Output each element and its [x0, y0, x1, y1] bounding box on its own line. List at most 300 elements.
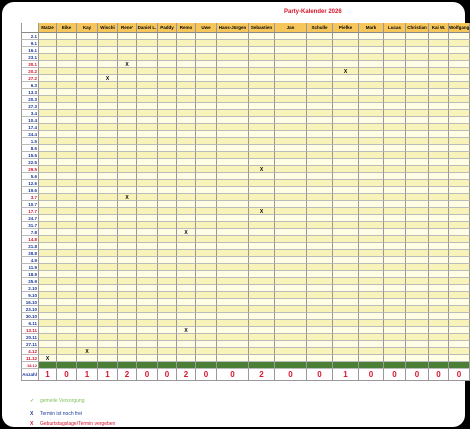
grid-cell[interactable]	[429, 208, 449, 215]
grid-cell[interactable]	[158, 61, 177, 68]
grid-cell[interactable]	[39, 145, 57, 152]
grid-cell[interactable]	[196, 89, 217, 96]
grid-cell[interactable]	[98, 61, 118, 68]
grid-cell[interactable]	[158, 145, 177, 152]
grid-cell[interactable]	[249, 131, 275, 138]
grid-cell[interactable]	[118, 180, 137, 187]
grid-cell[interactable]	[449, 187, 470, 194]
grid-cell[interactable]	[77, 54, 98, 61]
grid-cell[interactable]	[118, 299, 137, 306]
grid-cell[interactable]	[333, 124, 359, 131]
grid-cell[interactable]	[57, 124, 77, 131]
grid-cell[interactable]	[429, 54, 449, 61]
grid-cell[interactable]	[196, 96, 217, 103]
grid-cell[interactable]	[77, 166, 98, 173]
grid-cell[interactable]	[158, 40, 177, 47]
column-header[interactable]: Rene'	[118, 23, 137, 33]
grid-cell[interactable]	[77, 250, 98, 257]
date-cell[interactable]: 17.4	[21, 124, 39, 131]
grid-cell[interactable]	[77, 89, 98, 96]
grid-cell[interactable]	[77, 355, 98, 362]
grid-cell[interactable]	[77, 285, 98, 292]
grid-cell[interactable]	[307, 299, 333, 306]
grid-cell[interactable]	[118, 215, 137, 222]
grid-cell[interactable]	[217, 264, 249, 271]
grid-cell[interactable]	[137, 145, 158, 152]
grid-cell[interactable]	[39, 229, 57, 236]
grid-cell[interactable]	[57, 334, 77, 341]
grid-cell[interactable]	[77, 103, 98, 110]
grid-cell[interactable]	[429, 75, 449, 82]
grid-cell[interactable]	[158, 292, 177, 299]
grid-cell[interactable]	[118, 278, 137, 285]
grid-cell[interactable]	[249, 201, 275, 208]
grid-cell[interactable]	[57, 271, 77, 278]
grid-cell[interactable]	[429, 285, 449, 292]
grid-cell[interactable]	[137, 257, 158, 264]
grid-cell[interactable]	[137, 278, 158, 285]
grid-cell[interactable]	[275, 334, 307, 341]
grid-cell[interactable]	[196, 110, 217, 117]
grid-cell[interactable]	[57, 229, 77, 236]
grid-cell[interactable]	[217, 180, 249, 187]
grid-cell[interactable]	[275, 145, 307, 152]
grid-cell[interactable]	[249, 222, 275, 229]
grid-cell[interactable]	[177, 278, 196, 285]
grid-cell[interactable]	[39, 110, 57, 117]
date-cell[interactable]: 16.10	[21, 299, 39, 306]
grid-cell[interactable]	[333, 264, 359, 271]
grid-cell[interactable]	[384, 117, 406, 124]
grid-cell[interactable]	[384, 334, 406, 341]
grid-cell[interactable]	[429, 348, 449, 355]
date-cell[interactable]: 22.5	[21, 159, 39, 166]
grid-cell[interactable]	[118, 96, 137, 103]
date-cell[interactable]: 8.5	[21, 145, 39, 152]
grid-cell[interactable]	[384, 75, 406, 82]
grid-cell[interactable]	[118, 313, 137, 320]
grid-cell[interactable]	[39, 208, 57, 215]
date-cell[interactable]: 6.3	[21, 82, 39, 89]
grid-cell[interactable]	[98, 278, 118, 285]
grid-cell[interactable]	[196, 362, 217, 369]
grid-cell[interactable]	[98, 264, 118, 271]
grid-cell[interactable]	[307, 264, 333, 271]
grid-cell[interactable]	[77, 96, 98, 103]
grid-cell[interactable]	[307, 110, 333, 117]
grid-cell[interactable]	[158, 173, 177, 180]
grid-cell[interactable]	[118, 341, 137, 348]
grid-cell[interactable]	[98, 75, 118, 82]
grid-cell[interactable]	[359, 215, 384, 222]
date-cell[interactable]: 13.11	[21, 327, 39, 334]
grid-cell[interactable]	[307, 194, 333, 201]
grid-cell[interactable]	[333, 33, 359, 40]
grid-cell[interactable]	[249, 152, 275, 159]
grid-cell[interactable]	[449, 222, 470, 229]
grid-cell[interactable]	[177, 222, 196, 229]
grid-cell[interactable]	[196, 82, 217, 89]
grid-cell[interactable]	[333, 75, 359, 82]
grid-cell[interactable]	[158, 208, 177, 215]
grid-cell[interactable]	[118, 348, 137, 355]
grid-cell[interactable]	[275, 82, 307, 89]
grid-cell[interactable]	[307, 306, 333, 313]
grid-cell[interactable]	[406, 229, 429, 236]
grid-cell[interactable]	[249, 145, 275, 152]
grid-cell[interactable]	[217, 306, 249, 313]
grid-cell[interactable]	[98, 89, 118, 96]
grid-cell[interactable]	[177, 236, 196, 243]
grid-cell[interactable]	[449, 61, 470, 68]
grid-cell[interactable]	[98, 166, 118, 173]
grid-cell[interactable]	[275, 208, 307, 215]
column-header[interactable]: Lucas	[384, 23, 406, 33]
grid-cell[interactable]	[406, 348, 429, 355]
grid-cell[interactable]	[137, 173, 158, 180]
grid-cell[interactable]	[177, 166, 196, 173]
grid-cell[interactable]	[177, 250, 196, 257]
date-cell[interactable]: 20.3	[21, 96, 39, 103]
grid-cell[interactable]	[118, 187, 137, 194]
grid-cell[interactable]	[333, 103, 359, 110]
grid-cell[interactable]	[275, 173, 307, 180]
grid-cell[interactable]	[57, 47, 77, 54]
grid-cell[interactable]	[39, 124, 57, 131]
grid-cell[interactable]	[449, 145, 470, 152]
grid-cell[interactable]	[275, 278, 307, 285]
grid-cell[interactable]	[275, 355, 307, 362]
grid-cell[interactable]	[384, 138, 406, 145]
grid-cell[interactable]	[249, 33, 275, 40]
grid-cell[interactable]	[118, 327, 137, 334]
grid-cell[interactable]	[196, 138, 217, 145]
grid-cell[interactable]	[158, 236, 177, 243]
grid-cell[interactable]	[307, 236, 333, 243]
grid-cell[interactable]	[359, 320, 384, 327]
grid-cell[interactable]	[275, 152, 307, 159]
grid-cell[interactable]	[158, 187, 177, 194]
grid-cell[interactable]	[275, 313, 307, 320]
grid-cell[interactable]	[39, 201, 57, 208]
grid-cell[interactable]	[333, 355, 359, 362]
grid-cell[interactable]	[158, 285, 177, 292]
grid-cell[interactable]	[137, 166, 158, 173]
grid-cell[interactable]	[249, 68, 275, 75]
grid-cell[interactable]	[275, 362, 307, 369]
grid-cell[interactable]	[177, 341, 196, 348]
grid-cell[interactable]	[384, 68, 406, 75]
grid-cell[interactable]	[307, 117, 333, 124]
grid-cell[interactable]	[196, 334, 217, 341]
grid-cell[interactable]	[384, 173, 406, 180]
grid-cell[interactable]	[406, 124, 429, 131]
grid-cell[interactable]	[77, 327, 98, 334]
grid-cell[interactable]	[275, 131, 307, 138]
grid-cell[interactable]	[158, 201, 177, 208]
grid-cell[interactable]	[39, 334, 57, 341]
grid-cell[interactable]	[57, 250, 77, 257]
grid-cell[interactable]	[177, 68, 196, 75]
grid-cell[interactable]	[57, 89, 77, 96]
grid-cell[interactable]	[39, 33, 57, 40]
grid-cell[interactable]	[177, 362, 196, 369]
grid-cell[interactable]	[249, 187, 275, 194]
grid-cell[interactable]	[137, 341, 158, 348]
grid-cell[interactable]	[217, 362, 249, 369]
grid-cell[interactable]	[118, 257, 137, 264]
grid-cell[interactable]	[118, 152, 137, 159]
grid-cell[interactable]	[359, 131, 384, 138]
column-header[interactable]: Uwe	[196, 23, 217, 33]
grid-cell[interactable]	[217, 54, 249, 61]
grid-cell[interactable]	[158, 124, 177, 131]
grid-cell[interactable]	[359, 292, 384, 299]
grid-cell[interactable]	[57, 152, 77, 159]
grid-cell[interactable]	[137, 306, 158, 313]
column-header[interactable]: Piefke	[333, 23, 359, 33]
grid-cell[interactable]	[449, 299, 470, 306]
grid-cell[interactable]	[196, 320, 217, 327]
grid-cell[interactable]	[449, 327, 470, 334]
grid-cell[interactable]	[449, 68, 470, 75]
grid-cell[interactable]	[196, 215, 217, 222]
grid-cell[interactable]	[196, 33, 217, 40]
grid-cell[interactable]	[429, 61, 449, 68]
grid-cell[interactable]	[275, 236, 307, 243]
grid-cell[interactable]	[39, 194, 57, 201]
grid-cell[interactable]	[275, 320, 307, 327]
grid-cell[interactable]	[77, 236, 98, 243]
grid-cell[interactable]	[98, 152, 118, 159]
date-cell[interactable]: 11.12	[21, 355, 39, 362]
grid-cell[interactable]	[449, 131, 470, 138]
grid-cell[interactable]	[275, 40, 307, 47]
grid-cell[interactable]	[429, 82, 449, 89]
grid-cell[interactable]	[196, 229, 217, 236]
grid-cell[interactable]	[137, 82, 158, 89]
grid-cell[interactable]	[275, 180, 307, 187]
grid-cell[interactable]	[406, 355, 429, 362]
grid-cell[interactable]	[77, 320, 98, 327]
grid-cell[interactable]	[384, 131, 406, 138]
grid-cell[interactable]	[196, 313, 217, 320]
grid-cell[interactable]	[359, 236, 384, 243]
grid-cell[interactable]	[429, 96, 449, 103]
grid-cell[interactable]	[249, 208, 275, 215]
date-cell[interactable]: 10.7	[21, 201, 39, 208]
grid-cell[interactable]	[384, 166, 406, 173]
grid-cell[interactable]	[196, 264, 217, 271]
grid-cell[interactable]	[118, 124, 137, 131]
grid-cell[interactable]	[275, 327, 307, 334]
grid-cell[interactable]	[359, 264, 384, 271]
grid-cell[interactable]	[196, 292, 217, 299]
grid-cell[interactable]	[39, 152, 57, 159]
grid-cell[interactable]	[118, 173, 137, 180]
grid-cell[interactable]	[39, 355, 57, 362]
grid-cell[interactable]	[359, 68, 384, 75]
grid-cell[interactable]	[98, 117, 118, 124]
grid-cell[interactable]	[406, 75, 429, 82]
grid-cell[interactable]	[196, 327, 217, 334]
grid-cell[interactable]	[333, 271, 359, 278]
grid-cell[interactable]	[406, 103, 429, 110]
grid-cell[interactable]	[406, 264, 429, 271]
grid-cell[interactable]	[177, 138, 196, 145]
grid-cell[interactable]	[39, 173, 57, 180]
grid-cell[interactable]	[77, 362, 98, 369]
grid-cell[interactable]	[449, 271, 470, 278]
grid-cell[interactable]	[249, 271, 275, 278]
column-header[interactable]: Schulle	[307, 23, 333, 33]
grid-cell[interactable]	[307, 278, 333, 285]
grid-cell[interactable]	[217, 208, 249, 215]
date-cell[interactable]: 12.6	[21, 180, 39, 187]
grid-cell[interactable]	[77, 201, 98, 208]
grid-cell[interactable]	[333, 40, 359, 47]
grid-cell[interactable]	[217, 313, 249, 320]
grid-cell[interactable]	[359, 334, 384, 341]
grid-cell[interactable]	[307, 54, 333, 61]
grid-cell[interactable]	[449, 89, 470, 96]
grid-cell[interactable]	[177, 355, 196, 362]
grid-cell[interactable]	[429, 362, 449, 369]
grid-cell[interactable]	[275, 264, 307, 271]
grid-cell[interactable]	[449, 173, 470, 180]
grid-cell[interactable]	[384, 243, 406, 250]
grid-cell[interactable]	[384, 355, 406, 362]
grid-cell[interactable]	[406, 82, 429, 89]
grid-cell[interactable]	[77, 334, 98, 341]
grid-cell[interactable]	[98, 257, 118, 264]
grid-cell[interactable]	[249, 194, 275, 201]
grid-cell[interactable]	[333, 250, 359, 257]
grid-cell[interactable]	[249, 362, 275, 369]
column-header[interactable]: Kay	[77, 23, 98, 33]
grid-cell[interactable]	[449, 236, 470, 243]
grid-cell[interactable]	[98, 348, 118, 355]
grid-cell[interactable]	[137, 194, 158, 201]
grid-cell[interactable]	[98, 201, 118, 208]
date-cell[interactable]: 4.9	[21, 257, 39, 264]
grid-cell[interactable]	[384, 257, 406, 264]
grid-cell[interactable]	[359, 40, 384, 47]
grid-cell[interactable]	[449, 243, 470, 250]
grid-cell[interactable]	[57, 215, 77, 222]
grid-cell[interactable]	[429, 131, 449, 138]
grid-cell[interactable]	[77, 264, 98, 271]
grid-cell[interactable]	[406, 173, 429, 180]
date-cell[interactable]: 20.11	[21, 334, 39, 341]
grid-cell[interactable]	[449, 306, 470, 313]
grid-cell[interactable]	[384, 187, 406, 194]
grid-cell[interactable]	[158, 341, 177, 348]
grid-cell[interactable]	[118, 222, 137, 229]
grid-cell[interactable]	[137, 299, 158, 306]
grid-cell[interactable]	[217, 215, 249, 222]
grid-cell[interactable]	[217, 145, 249, 152]
grid-cell[interactable]	[57, 40, 77, 47]
grid-cell[interactable]	[249, 166, 275, 173]
grid-cell[interactable]	[177, 229, 196, 236]
grid-cell[interactable]	[384, 299, 406, 306]
grid-cell[interactable]	[118, 201, 137, 208]
grid-cell[interactable]	[158, 355, 177, 362]
grid-cell[interactable]	[177, 194, 196, 201]
grid-cell[interactable]	[333, 362, 359, 369]
grid-cell[interactable]	[449, 285, 470, 292]
grid-cell[interactable]	[177, 54, 196, 61]
grid-cell[interactable]	[137, 75, 158, 82]
grid-cell[interactable]	[137, 138, 158, 145]
grid-cell[interactable]	[137, 117, 158, 124]
grid-cell[interactable]	[39, 299, 57, 306]
grid-cell[interactable]	[196, 173, 217, 180]
grid-cell[interactable]	[429, 68, 449, 75]
grid-cell[interactable]	[77, 299, 98, 306]
grid-cell[interactable]	[429, 89, 449, 96]
grid-cell[interactable]	[57, 264, 77, 271]
grid-cell[interactable]	[77, 187, 98, 194]
grid-cell[interactable]	[429, 334, 449, 341]
grid-cell[interactable]	[429, 103, 449, 110]
grid-cell[interactable]	[177, 215, 196, 222]
grid-cell[interactable]	[307, 201, 333, 208]
grid-cell[interactable]	[137, 229, 158, 236]
grid-cell[interactable]	[217, 285, 249, 292]
date-cell[interactable]: 2.1	[21, 33, 39, 40]
grid-cell[interactable]	[359, 313, 384, 320]
date-cell[interactable]: 19.6	[21, 187, 39, 194]
grid-cell[interactable]	[196, 61, 217, 68]
grid-cell[interactable]	[429, 124, 449, 131]
grid-cell[interactable]	[217, 89, 249, 96]
grid-cell[interactable]	[196, 40, 217, 47]
grid-cell[interactable]	[429, 222, 449, 229]
grid-cell[interactable]	[429, 117, 449, 124]
grid-cell[interactable]	[406, 54, 429, 61]
grid-cell[interactable]	[39, 236, 57, 243]
grid-cell[interactable]	[333, 110, 359, 117]
grid-cell[interactable]	[359, 124, 384, 131]
column-header[interactable]: Mark	[359, 23, 384, 33]
grid-cell[interactable]	[196, 355, 217, 362]
grid-cell[interactable]	[98, 180, 118, 187]
grid-cell[interactable]	[449, 348, 470, 355]
grid-cell[interactable]	[449, 110, 470, 117]
grid-cell[interactable]	[137, 54, 158, 61]
grid-cell[interactable]	[333, 61, 359, 68]
grid-cell[interactable]	[158, 47, 177, 54]
grid-cell[interactable]	[249, 355, 275, 362]
grid-cell[interactable]	[384, 159, 406, 166]
grid-cell[interactable]	[384, 222, 406, 229]
grid-cell[interactable]	[275, 124, 307, 131]
date-cell[interactable]: 3.7	[21, 194, 39, 201]
grid-cell[interactable]	[249, 264, 275, 271]
grid-cell[interactable]	[275, 285, 307, 292]
grid-cell[interactable]	[359, 33, 384, 40]
grid-cell[interactable]	[217, 187, 249, 194]
grid-cell[interactable]	[158, 68, 177, 75]
column-header[interactable]: Kai W.	[429, 23, 449, 33]
grid-cell[interactable]	[57, 257, 77, 264]
grid-cell[interactable]	[429, 159, 449, 166]
grid-cell[interactable]	[118, 292, 137, 299]
grid-cell[interactable]	[196, 47, 217, 54]
grid-cell[interactable]	[359, 152, 384, 159]
